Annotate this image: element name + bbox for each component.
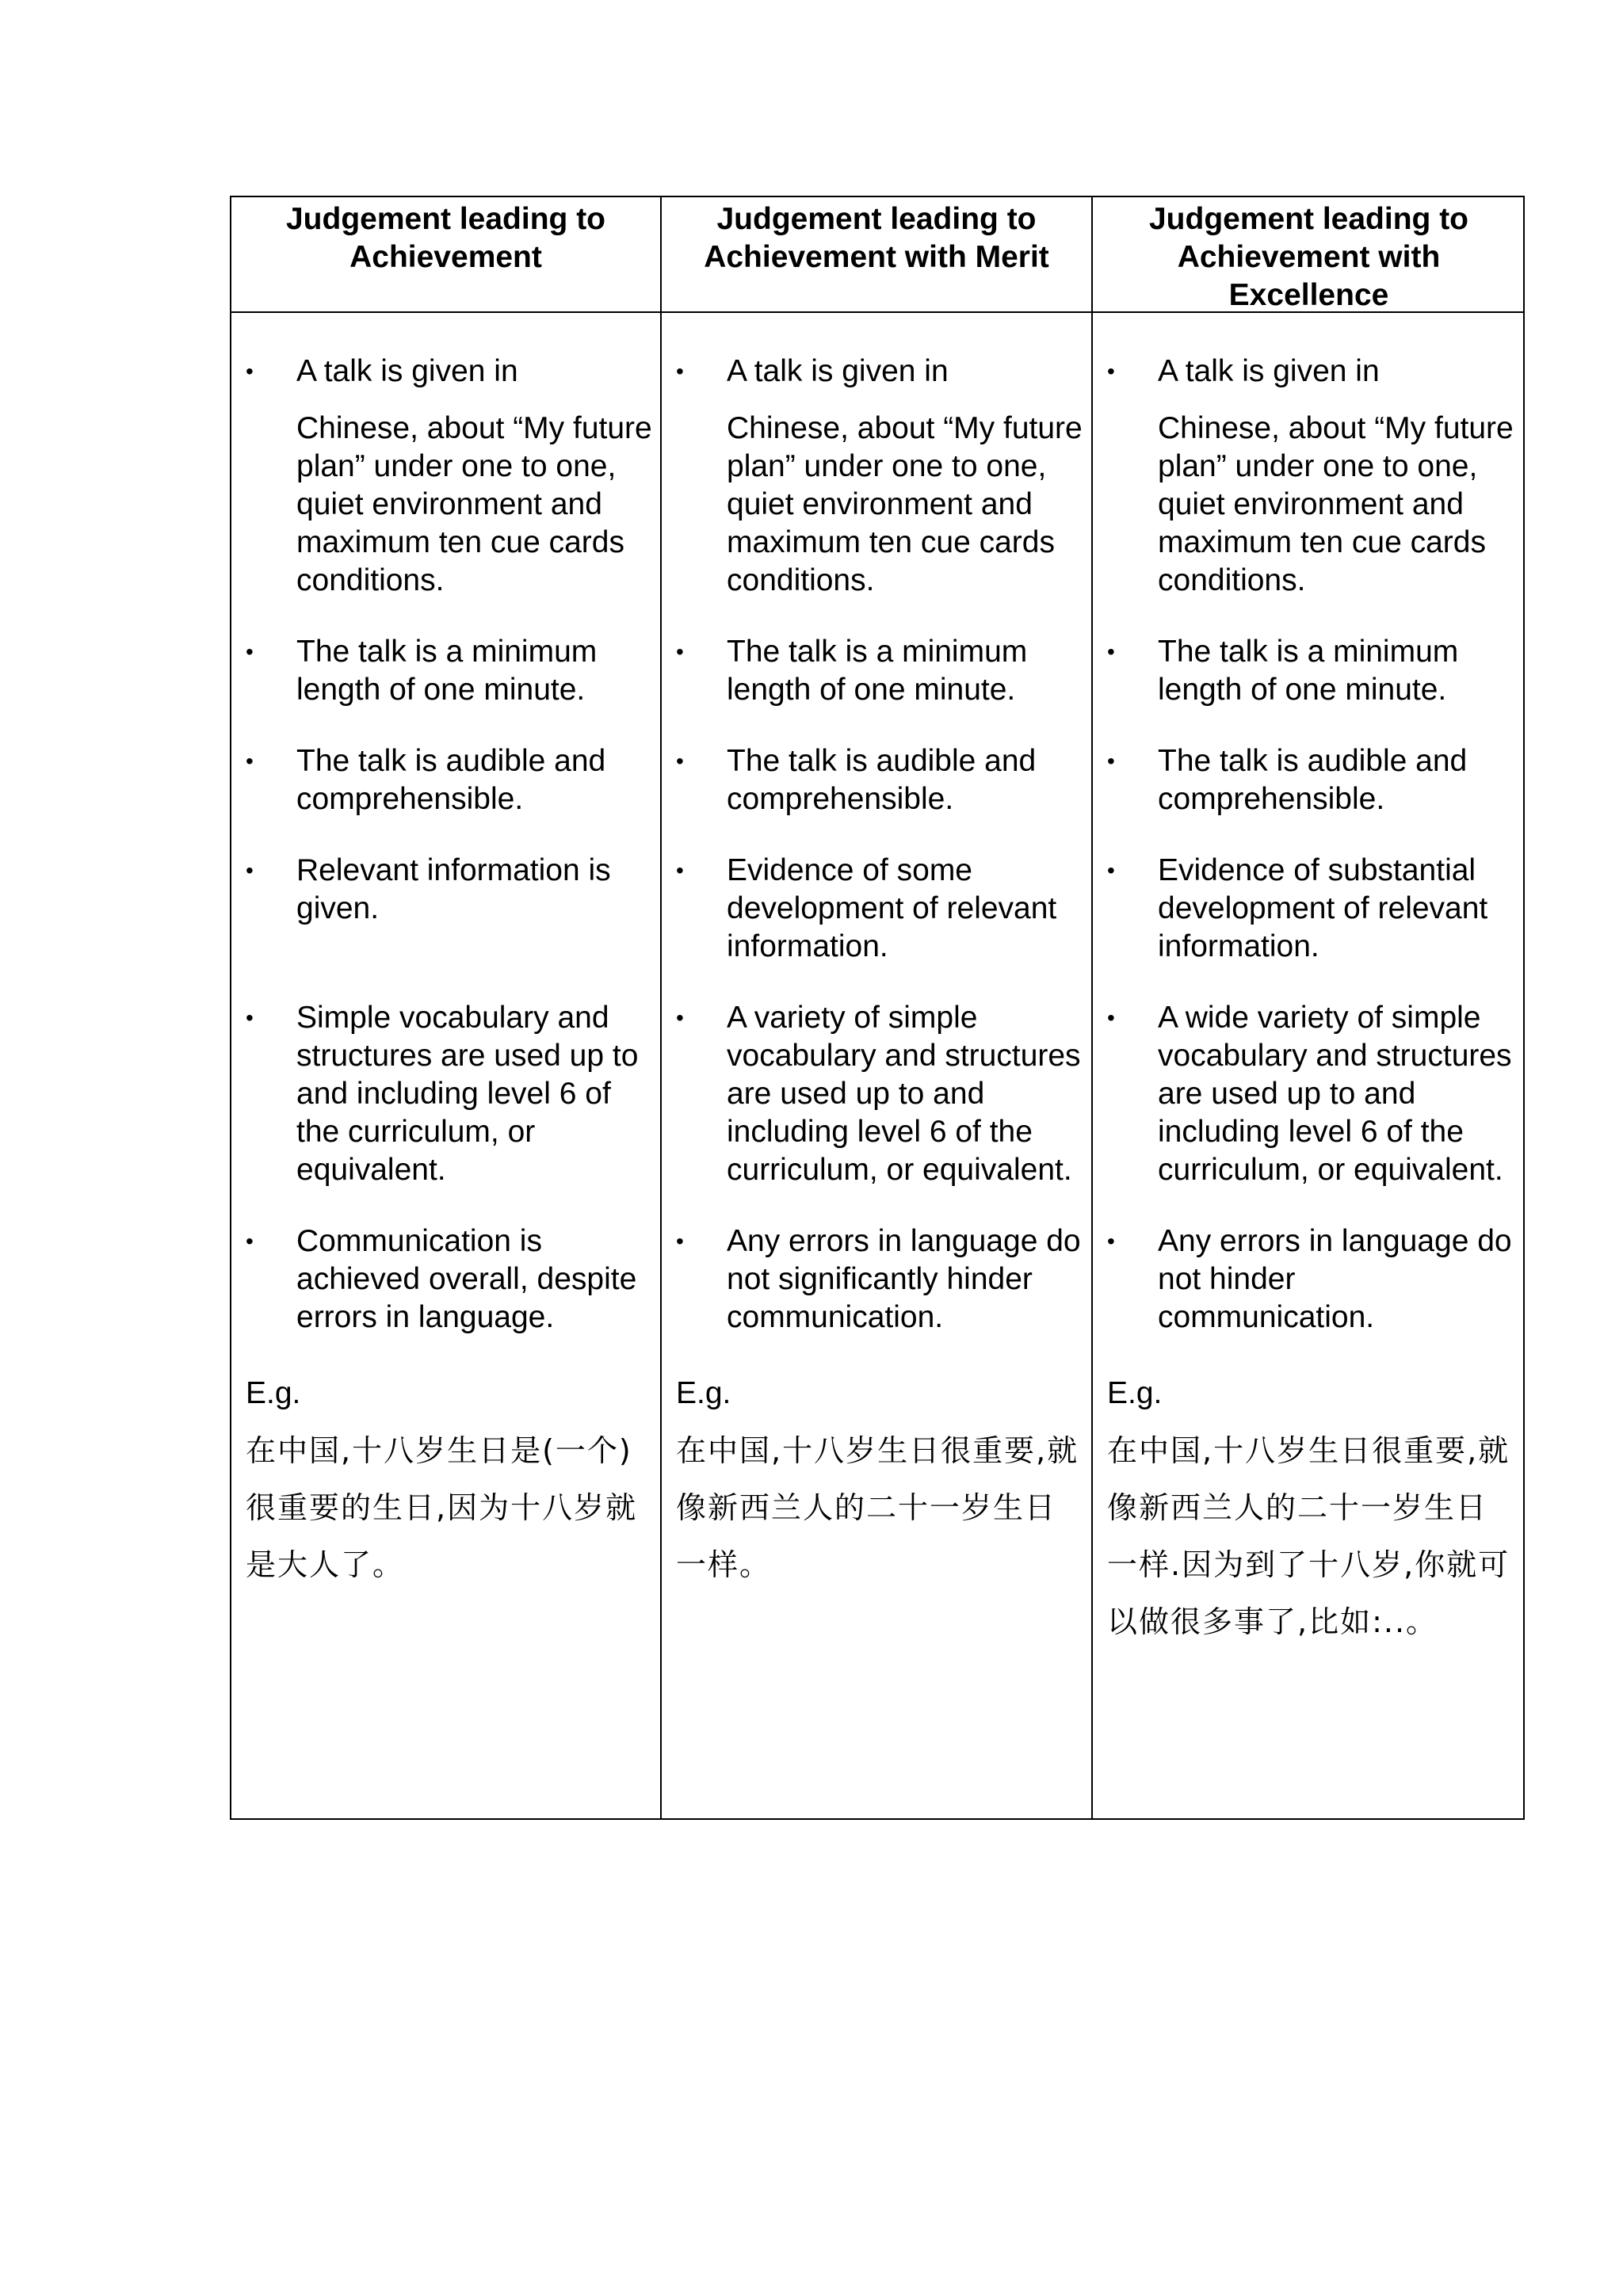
criterion-item <box>662 852 1083 966</box>
column-merit <box>662 353 1083 1593</box>
criterion-item <box>1093 852 1517 966</box>
criterion-item <box>231 742 652 818</box>
criterion-text: The talk is a minimum length of one minute. <box>727 635 1028 707</box>
criterion-item <box>231 1222 652 1337</box>
example-label: E.g. <box>1107 1376 1163 1410</box>
example-block <box>231 1375 652 1593</box>
example-chinese-text: 在中国,十八岁生日很重要,就像新西兰人的二十一岁生日一样.因为到了十八岁,你就可以做很多事了,比如:..。 <box>1107 1433 1510 1639</box>
example-label: E.g. <box>676 1376 731 1410</box>
bullet-icon: • <box>246 639 254 664</box>
criterion-text: A talk is given in <box>1158 354 1380 388</box>
criterion-text: Any errors in language do not hinder communication. <box>1158 1224 1512 1334</box>
bullet-icon: • <box>1107 1005 1115 1030</box>
example-chinese-text: 在中国,十八岁生日是(一个)很重要的生日,因为十八岁就是大人了。 <box>246 1433 638 1582</box>
bullet-icon: • <box>676 359 684 383</box>
criterion-item <box>231 633 652 709</box>
bullet-icon: • <box>1107 858 1115 883</box>
criterion-text-continued: Chinese, about “My future plan” under one to one, quiet environment and maximum ten cue cards conditions. <box>727 411 1083 597</box>
bullet-icon: • <box>1107 639 1115 664</box>
criterion-item <box>1093 999 1517 1189</box>
bullet-icon: • <box>1107 1229 1115 1253</box>
criterion-item <box>231 852 652 966</box>
criterion-item <box>1093 742 1517 818</box>
criterion-item <box>1093 633 1517 709</box>
criterion-text: A wide variety of simple vocabulary and structures are used up to and including level 6 of the curriculum, or equivalent. <box>1158 1001 1512 1187</box>
example-block <box>1093 1375 1517 1650</box>
judgement-table <box>230 196 1525 1820</box>
criterion-item <box>662 353 1083 600</box>
criterion-text: A talk is given in <box>727 354 949 388</box>
criterion-text: The talk is a minimum length of one minute. <box>1158 635 1459 707</box>
bullet-icon: • <box>676 639 684 664</box>
bullet-icon: • <box>246 858 254 883</box>
criterion-item <box>231 353 652 600</box>
bullet-icon: • <box>676 1005 684 1030</box>
bullet-icon: • <box>676 1229 684 1253</box>
criterion-text: The talk is audible and comprehensible. <box>296 744 606 816</box>
bullet-icon: • <box>246 1229 254 1253</box>
header-excellence: Judgement leading to Achievement with Excellence <box>1148 202 1469 312</box>
criterion-item <box>662 633 1083 709</box>
bullet-icon: • <box>676 749 684 773</box>
criterion-item <box>1093 1222 1517 1337</box>
example-label: E.g. <box>246 1376 301 1410</box>
criterion-text: Evidence of substantial development of relevant information. <box>1158 853 1488 963</box>
criterion-text: Communication is achieved overall, despite errors in language. <box>296 1224 637 1334</box>
criterion-text: Simple vocabulary and structures are used up to and including level 6 of the curriculum, or equivalent. <box>296 1001 639 1187</box>
bullet-icon: • <box>676 858 684 883</box>
criterion-text: Any errors in language do not significantly hinder communication. <box>727 1224 1081 1334</box>
criterion-item <box>662 742 1083 818</box>
column-excellence <box>1093 353 1517 1650</box>
bullet-icon: • <box>246 1005 254 1030</box>
criterion-text: The talk is audible and comprehensible. <box>727 744 1037 816</box>
header-merit: Judgement leading to Achievement with Merit <box>704 202 1049 274</box>
criterion-text: Evidence of some development of relevant information. <box>727 853 1057 963</box>
criterion-text: The talk is a minimum length of one minute. <box>296 635 598 707</box>
column-achievement <box>231 353 652 1593</box>
example-block <box>662 1375 1083 1593</box>
criterion-text-continued: Chinese, about “My future plan” under one to one, quiet environment and maximum ten cue cards conditions. <box>1158 411 1514 597</box>
criterion-item <box>231 999 652 1189</box>
criterion-text: Relevant information is given. <box>296 853 611 925</box>
criterion-text: The talk is audible and comprehensible. <box>1158 744 1468 816</box>
bullet-icon: • <box>1107 359 1115 383</box>
bullet-icon: • <box>246 749 254 773</box>
criterion-item <box>662 999 1083 1189</box>
header-achievement: Judgement leading to Achievement <box>285 202 606 274</box>
criterion-text: A variety of simple vocabulary and structures are used up to and including level 6 of the curriculum, or equivalent. <box>727 1001 1081 1187</box>
example-chinese-text: 在中国,十八岁生日很重要,就像新西兰人的二十一岁生日一样。 <box>676 1433 1079 1582</box>
bullet-icon: • <box>246 359 254 383</box>
criterion-text: A talk is given in <box>296 354 518 388</box>
bullet-icon: • <box>1107 749 1115 773</box>
criterion-text-continued: Chinese, about “My future plan” under one to one, quiet environment and maximum ten cue cards conditions. <box>296 411 652 597</box>
criterion-item <box>662 1222 1083 1337</box>
criterion-item <box>1093 353 1517 600</box>
